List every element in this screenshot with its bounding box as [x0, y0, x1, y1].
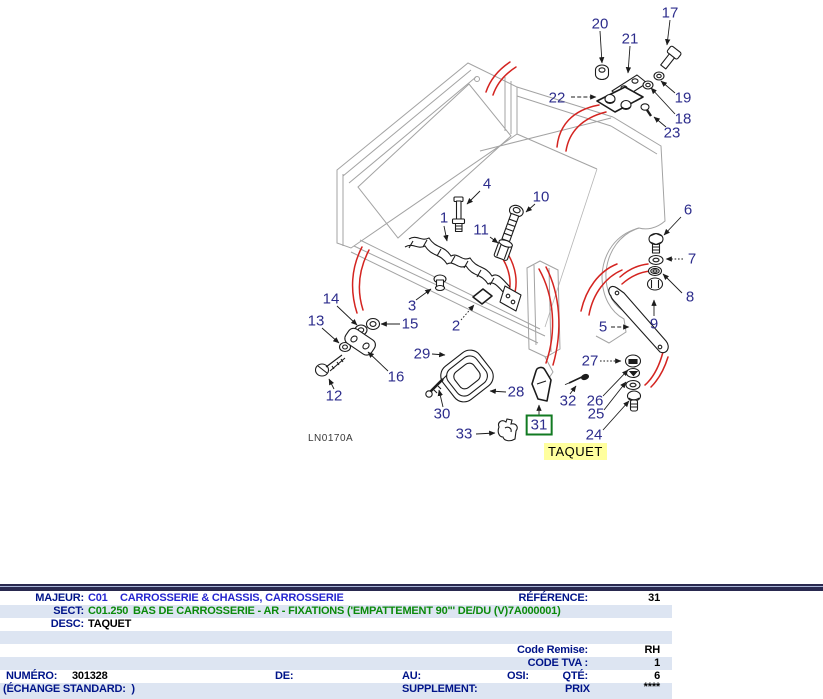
- callout-8[interactable]: 8: [685, 288, 695, 306]
- highlighted-part-label: TAQUET: [544, 443, 607, 460]
- callout-1[interactable]: 1: [439, 209, 449, 227]
- callout-7[interactable]: 7: [687, 250, 697, 268]
- callout-11[interactable]: 11: [473, 221, 489, 239]
- callout-2[interactable]: 2: [451, 317, 461, 335]
- row-majeur: [0, 592, 823, 605]
- callout-19[interactable]: 19: [674, 89, 692, 107]
- callout-32[interactable]: 32: [559, 392, 577, 410]
- callout-30[interactable]: 30: [433, 405, 451, 423]
- callout-33[interactable]: 33: [455, 425, 473, 443]
- callout-12[interactable]: 12: [325, 387, 343, 405]
- callout-21[interactable]: 21: [621, 30, 639, 48]
- desc-value: TAQUET: [88, 618, 132, 630]
- majeur-code: C01: [88, 592, 108, 604]
- qte-label: QTÉ:: [562, 670, 588, 682]
- code-tva-value: 1: [654, 657, 660, 669]
- au-label: AU:: [402, 670, 421, 682]
- supplement-label: SUPPLEMENT:: [402, 683, 478, 695]
- row-numero: [0, 670, 823, 683]
- callout-17[interactable]: 17: [661, 4, 679, 22]
- callout-27[interactable]: 27: [581, 352, 599, 370]
- desc-label: DESC:: [50, 618, 84, 630]
- row-echange: [0, 683, 672, 699]
- code-tva-label: CODE TVA :: [527, 657, 588, 669]
- table-top-bar: [0, 584, 823, 592]
- callout-16[interactable]: 16: [387, 368, 405, 386]
- prix-label: PRIX: [565, 683, 590, 695]
- row-code-tva: [0, 657, 672, 670]
- drawing-code: LN0170A: [308, 433, 354, 444]
- reference-value: 31: [648, 592, 660, 604]
- osi-label: OSI:: [507, 670, 529, 682]
- row-code-remise: [0, 644, 823, 657]
- callout-26[interactable]: 26: [586, 392, 604, 410]
- callout-24[interactable]: 24: [585, 426, 603, 444]
- callout-15[interactable]: 15: [401, 315, 419, 333]
- majeur-label: MAJEUR:: [35, 592, 84, 604]
- sect-code: C01.250: [88, 605, 129, 617]
- callout-3[interactable]: 3: [407, 297, 417, 315]
- callout-4[interactable]: 4: [482, 175, 492, 193]
- de-label: DE:: [275, 670, 294, 682]
- callout-23[interactable]: 23: [663, 124, 681, 142]
- sect-label: SECT:: [53, 605, 84, 617]
- qte-value: 6: [654, 670, 660, 682]
- callout-13[interactable]: 13: [307, 312, 325, 330]
- row-desc: [0, 618, 823, 631]
- reference-label: RÉFÉRENCE:: [518, 592, 588, 604]
- numero-label: NUMÉRO:: [6, 670, 58, 682]
- majeur-value: CARROSSERIE & CHASSIS, CARROSSERIE: [120, 592, 344, 604]
- numero-value: 301328: [72, 670, 108, 682]
- callout-9[interactable]: 9: [649, 315, 659, 333]
- code-remise-value: RH: [644, 644, 660, 656]
- callout-18[interactable]: 18: [674, 110, 692, 128]
- callout-28[interactable]: 28: [507, 383, 525, 401]
- callout-25[interactable]: 25: [587, 405, 605, 423]
- callout-29[interactable]: 29: [413, 345, 431, 363]
- row-sect: [0, 605, 672, 618]
- echange-standard-label: (ÉCHANGE STANDARD: ): [3, 683, 135, 695]
- callout-5[interactable]: 5: [598, 318, 608, 336]
- code-remise-label: Code Remise:: [517, 644, 588, 656]
- callout-10[interactable]: 10: [532, 188, 550, 206]
- sect-value: BAS DE CARROSSERIE - AR - FIXATIONS ('EMPATTEMENT 90"' DE/DU (V)7A000001): [133, 605, 561, 617]
- callout-31[interactable]: 31: [526, 415, 553, 436]
- callout-6[interactable]: 6: [683, 201, 693, 219]
- callout-20[interactable]: 20: [591, 15, 609, 33]
- prix-value: ****: [643, 681, 660, 693]
- callout-14[interactable]: 14: [322, 290, 340, 308]
- callout-22[interactable]: 22: [548, 89, 566, 107]
- row-blank: [0, 631, 672, 644]
